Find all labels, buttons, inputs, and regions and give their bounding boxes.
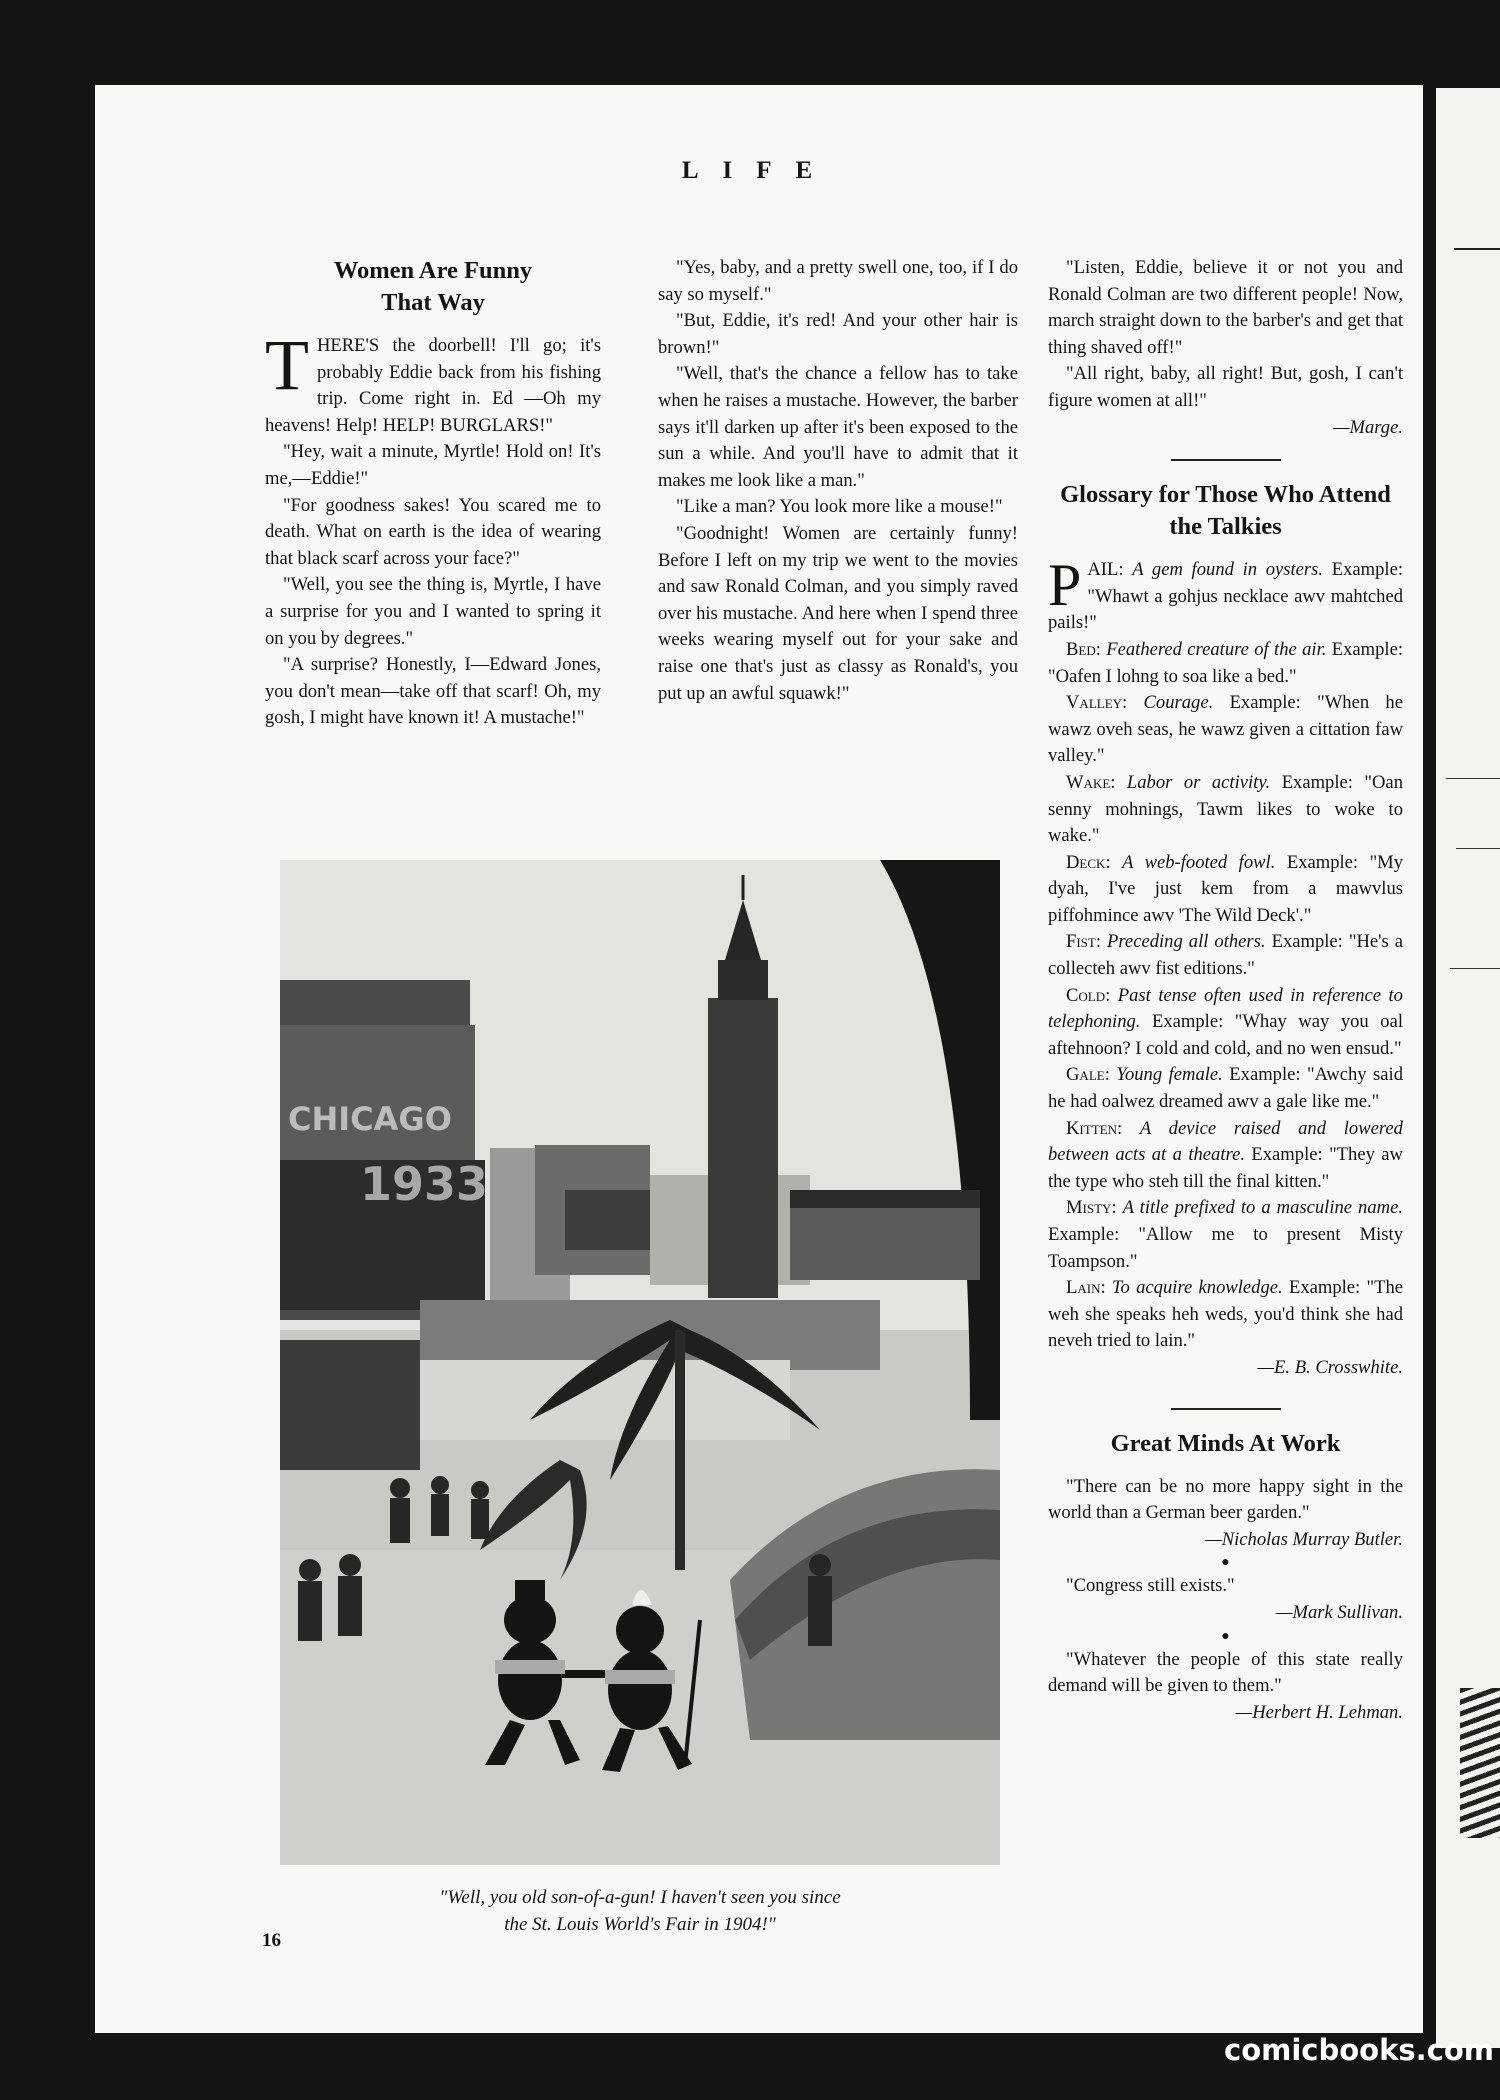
glossary-example: Example: "Whawt a gohjus necklace awv mahtched pails!" — [1048, 559, 1403, 634]
glossary-term: Lain — [1066, 1277, 1101, 1299]
glossary-term: Wake — [1066, 771, 1111, 793]
story-paragraph: "But, Eddie, it's red! And your other hair is brown!" — [658, 310, 1018, 358]
glossary-term: Deck — [1066, 851, 1106, 873]
story-column-3 — [1048, 255, 1403, 1726]
quote-author: —Mark Sullivan. — [1275, 1601, 1403, 1623]
glossary-entry: Cold: Past tense often used in reference to telephoning. Example: "Whay way you oal aftehnoon? I cold and cold, and no wen ensud." — [1048, 984, 1403, 1059]
glossary-signature: —E. B. Crosswhite. — [1257, 1356, 1403, 1378]
magazine-page — [95, 85, 1423, 2033]
glossary-list — [1048, 552, 1403, 1355]
glossary-term: Misty — [1066, 1197, 1112, 1219]
glossary-example: Example: "Allow me to present Misty Toampson." — [1048, 1224, 1403, 1272]
story-paragraph: "Hey, wait a minute, Myrtle! Hold on! It's me,—Eddie!" — [265, 441, 601, 489]
story-paragraph: "Yes, baby, and a pretty swell one, too, if I do say so myself." — [658, 257, 1018, 305]
glossary-definition: Past tense often used in reference to telephoning. — [1048, 984, 1403, 1033]
glossary-entry: Misty: A title prefixed to a masculine name. Example: "Allow me to present Misty Toampson." — [1048, 1197, 1403, 1272]
story-paragraph: "For goodness sakes! You scared me to death. What on earth is the idea of wearing that black scarf across your face?" — [265, 494, 601, 569]
glossary-definition: A gem found in oysters. — [1132, 559, 1324, 581]
glossary-entry: Deck: A web-footed fowl. Example: "My dyah, I've just kem from a mawvlus piffohmince awv 'The Wild Deck'." — [1048, 851, 1403, 926]
glossary-entry: Fist: Preceding all others. Example: "He's a collecteh awv fist editions." — [1048, 931, 1403, 980]
glossary-definition: A web-footed fowl. — [1122, 851, 1276, 873]
story-paragraph: THERE'S the doorbell! I'll go; it's probably Eddie back from his fishing trip. Come right in. Ed —Oh my heavens! Help! HELP! BURGLARS!" — [265, 325, 601, 436]
glossary-example: Example: "Awchy said he had oalwez dreamed awv a gale like me." — [1048, 1064, 1403, 1113]
glossary-term: Valley — [1066, 692, 1123, 714]
glossary-term: Cold — [1066, 984, 1106, 1006]
story-column-1 — [265, 255, 601, 732]
glossary-definition: Feathered creature of the air. — [1106, 638, 1327, 660]
story-paragraph: "Like a man? You look more like a mouse!" — [676, 496, 1003, 518]
glossary-example: Example: "My dyah, I've just kem from a mawvlus piffohmince awv 'The Wild Deck'." — [1048, 851, 1403, 926]
glossary-entry: Bed: Feathered creature of the air. Example: "Oafen I lohng to soa like a bed." — [1048, 638, 1403, 687]
illustration-caption: "Well, you old son-of-a-gun! I haven't seen you since the St. Louis World's Fair in 1904!" — [439, 1887, 841, 1935]
sign-text: CHICAGO — [288, 1100, 452, 1138]
story-paragraph: "Well, that's the chance a fellow has to take when he raises a mustache. However, the barber says it'll darken up after it's been exposed to the sun a while. And you'll have to admit that it makes me look like a man." — [658, 363, 1018, 491]
glossary-title: Glossary for Those Who Attend the Talkies — [1060, 481, 1391, 541]
glossary-example: Example: "They aw the type who steh till the final kitten." — [1048, 1144, 1403, 1192]
glossary-example: Example: "The weh she speaks heh weds, you'd think she had neveh tried to lain." — [1048, 1277, 1403, 1352]
story-paragraph: "Listen, Eddie, believe it or not you and Ronald Colman are two different people! Now, march straight down to the barber's and get that thing shaved off!" — [1048, 257, 1403, 358]
quote-author: —Nicholas Murray Butler. — [1205, 1528, 1403, 1550]
section-divider — [1171, 1408, 1281, 1410]
glossary-term: Gale — [1066, 1064, 1105, 1086]
glossary-definition: Preceding all others. — [1107, 931, 1266, 953]
glossary-entry: Gale: Young female. Example: "Awchy said he had oalwez dreamed awv a gale like me." — [1048, 1064, 1403, 1113]
story-paragraph: "All right, baby, all right! But, gosh, I can't figure women at all!" — [1048, 363, 1403, 411]
separator-dot: ● — [1221, 1628, 1230, 1644]
page-number: 16 — [262, 1930, 281, 1951]
quote-text: "There can be no more happy sight in the world than a German beer garden." — [1048, 1475, 1403, 1524]
glossary-definition: A device raised and lowered between acts at a theatre. — [1048, 1117, 1403, 1166]
separator-dot: ● — [1221, 1555, 1230, 1571]
glossary-term: AIL — [1087, 559, 1119, 581]
story-signature: —Marge. — [1332, 416, 1403, 438]
glossary-example: Example: "Oafen I lohng to soa like a bed." — [1048, 638, 1403, 687]
running-head: LIFE — [681, 157, 837, 184]
glossary-definition: A title prefixed to a masculine name. — [1122, 1197, 1403, 1219]
glossary-definition: Courage. — [1143, 692, 1214, 714]
glossary-entry: Valley: Courage. Example: "When he wawz oveh seas, he wawz given a cittation faw valley." — [1048, 692, 1403, 767]
glossary-entry: PAIL: A gem found in oysters. Example: "Whawt a gohjus necklace awv mahtched pails!" — [1048, 552, 1403, 634]
world-fair-illustration — [280, 860, 1000, 1865]
story-paragraph: "A surprise? Honestly, I—Edward Jones, you don't mean—take off that scarf! Oh, my gosh, I might have known it! A mustache!" — [265, 654, 601, 729]
glossary-definition: Young female. — [1116, 1064, 1223, 1086]
glossary-definition: To acquire knowledge. — [1111, 1277, 1283, 1299]
section-divider — [1171, 459, 1281, 461]
watermark: comicbooks.com — [1224, 2033, 1494, 2067]
glossary-term: Bed — [1066, 638, 1096, 660]
quote-author: —Herbert H. Lehman. — [1235, 1701, 1403, 1723]
glossary-term: Kitten — [1066, 1117, 1117, 1139]
glossary-example: Example: "When he wawz oveh seas, he wawz given a cittation faw valley." — [1048, 692, 1403, 767]
glossary-term: Fist — [1066, 931, 1096, 953]
quotes-list — [1048, 1474, 1403, 1727]
quote-text: "Whatever the people of this state really demand will be given to them." — [1048, 1648, 1403, 1697]
glossary-entry: Lain: To acquire knowledge. Example: "The weh she speaks heh weds, you'd think she had neveh tried to lain." — [1048, 1277, 1403, 1352]
quote-text: "Congress still exists." — [1066, 1575, 1235, 1597]
glossary-example: Example: "He's a collecteh awv fist editions." — [1048, 931, 1403, 980]
story-column-2 — [658, 255, 1018, 707]
sign-text: 1933 — [360, 1157, 489, 1211]
drop-cap: T — [265, 325, 309, 405]
glossary-entry: Wake: Labor or activity. Example: "Oan senny mohnings, Tawm likes to woke to wake." — [1048, 771, 1403, 847]
drop-cap: P — [1048, 552, 1082, 619]
illustration — [280, 860, 1000, 1865]
story-paragraph: "Goodnight! Women are certainly funny! Before I left on my trip we went to the movies and saw Ronald Colman, and you simply raved over his mustache. And here when I spend three weeks wearing myself out for your sake and raise one that's just as classy as Ronald's, you put up an awful squawk!" — [658, 522, 1018, 704]
story-paragraph: "Well, you see the thing is, Myrtle, I have a surprise for you and I wanted to spring it on you by degrees." — [265, 574, 601, 649]
adjacent-page-edge — [1436, 88, 1500, 2048]
story-title: Women Are Funny That Way — [333, 257, 533, 316]
quotes-title: Great Minds At Work — [1110, 1429, 1341, 1457]
glossary-example: Example: "Whay way you oal aftehnoon? I cold and cold, and no wen ensud." — [1048, 1011, 1403, 1059]
glossary-entry: Kitten: A device raised and lowered between acts at a theatre. Example: "They aw the type who steh till the final kitten." — [1048, 1117, 1403, 1192]
glossary-definition: Labor or activity. — [1126, 771, 1271, 793]
glossary-example: Example: "Oan senny mohnings, Tawm likes to woke to wake." — [1048, 771, 1403, 847]
